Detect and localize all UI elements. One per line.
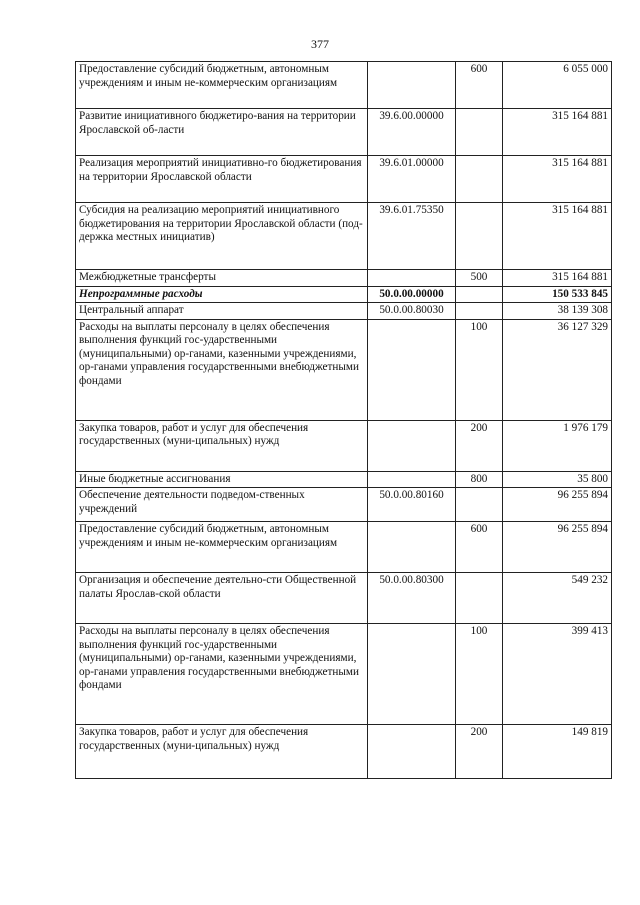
row-type bbox=[456, 156, 503, 203]
row-name: Развитие инициативного бюджетиро-вания на территории Ярославской об-ласти bbox=[76, 109, 368, 156]
row-sum: 35 800 bbox=[503, 471, 612, 488]
row-code: 50.0.00.80030 bbox=[368, 303, 456, 320]
row-name: Предоставление субсидий бюджетным, автономным учреждениям и иным не-коммерческим организациям bbox=[76, 522, 368, 573]
row-name: Межбюджетные трансферты bbox=[76, 270, 368, 287]
row-sum: 6 055 000 bbox=[503, 62, 612, 109]
row-code bbox=[368, 319, 456, 420]
row-sum: 315 164 881 bbox=[503, 156, 612, 203]
row-name: Обеспечение деятельности подведом-ственных учреждений bbox=[76, 488, 368, 522]
table-row bbox=[76, 270, 612, 287]
row-sum: 315 164 881 bbox=[503, 203, 612, 270]
row-code: 50.0.00.80300 bbox=[368, 573, 456, 624]
row-sum: 549 232 bbox=[503, 573, 612, 624]
row-sum: 96 255 894 bbox=[503, 488, 612, 522]
row-sum: 38 139 308 bbox=[503, 303, 612, 320]
table-row bbox=[76, 488, 612, 522]
row-type bbox=[456, 286, 503, 303]
table-row bbox=[76, 573, 612, 624]
page-number: 377 bbox=[311, 37, 329, 51]
row-type: 500 bbox=[456, 270, 503, 287]
row-sum: 149 819 bbox=[503, 725, 612, 779]
table-row bbox=[76, 203, 612, 270]
row-code: 50.0.00.80160 bbox=[368, 488, 456, 522]
row-sum: 315 164 881 bbox=[503, 270, 612, 287]
row-code: 39.6.01.75350 bbox=[368, 203, 456, 270]
row-sum: 150 533 845 bbox=[503, 286, 612, 303]
row-type: 200 bbox=[456, 420, 503, 471]
table-row bbox=[76, 156, 612, 203]
row-code bbox=[368, 725, 456, 779]
row-code bbox=[368, 624, 456, 725]
row-code bbox=[368, 420, 456, 471]
table-row bbox=[76, 286, 612, 303]
row-code: 39.6.00.00000 bbox=[368, 109, 456, 156]
row-type bbox=[456, 109, 503, 156]
table-row bbox=[76, 522, 612, 573]
row-name: Центральный аппарат bbox=[76, 303, 368, 320]
row-name: Расходы на выплаты персоналу в целях обеспечения выполнения функций гос-ударственными (муниципальными) ор-ганами, казенными учреждениями, ор-ганами управления государственными внебюджетными фондами bbox=[76, 319, 368, 420]
row-sum: 96 255 894 bbox=[503, 522, 612, 573]
table-row bbox=[76, 319, 612, 420]
row-name: Расходы на выплаты персоналу в целях обеспечения выполнения функций гос-ударственными (муниципальными) ор-ганами, казенными учреждениями, ор-ганами управления государственными внебюджетными фондами bbox=[76, 624, 368, 725]
row-type: 800 bbox=[456, 471, 503, 488]
budget-table-body bbox=[76, 62, 612, 779]
row-type: 600 bbox=[456, 522, 503, 573]
table-row bbox=[76, 109, 612, 156]
row-name: Непрограммные расходы bbox=[76, 286, 368, 303]
row-sum: 315 164 881 bbox=[503, 109, 612, 156]
row-sum: 1 976 179 bbox=[503, 420, 612, 471]
row-type bbox=[456, 303, 503, 320]
row-name: Реализация мероприятий инициативно-го бюджетирования на территории Ярославской области bbox=[76, 156, 368, 203]
row-type bbox=[456, 488, 503, 522]
row-name: Закупка товаров, работ и услуг для обеспечения государственных (муни-ципальных) нужд bbox=[76, 420, 368, 471]
table-row bbox=[76, 725, 612, 779]
row-code bbox=[368, 522, 456, 573]
table-row bbox=[76, 420, 612, 471]
row-sum: 399 413 bbox=[503, 624, 612, 725]
row-code bbox=[368, 471, 456, 488]
row-code bbox=[368, 62, 456, 109]
table-row bbox=[76, 303, 612, 320]
row-type bbox=[456, 573, 503, 624]
row-name: Организация и обеспечение деятельно-сти Общественной палаты Ярослав-ской области bbox=[76, 573, 368, 624]
table-row bbox=[76, 471, 612, 488]
row-type: 100 bbox=[456, 319, 503, 420]
row-type: 100 bbox=[456, 624, 503, 725]
row-name: Предоставление субсидий бюджетным, автономным учреждениям и иным не-коммерческим организациям bbox=[76, 62, 368, 109]
table-row bbox=[76, 62, 612, 109]
table-row bbox=[76, 624, 612, 725]
budget-table bbox=[75, 61, 612, 779]
row-type bbox=[456, 203, 503, 270]
row-name: Субсидия на реализацию мероприятий инициативного бюджетирования на территории Ярославской области (под-держка местных инициатив) bbox=[76, 203, 368, 270]
row-code: 39.6.01.00000 bbox=[368, 156, 456, 203]
row-name: Иные бюджетные ассигнования bbox=[76, 471, 368, 488]
row-type: 200 bbox=[456, 725, 503, 779]
row-code bbox=[368, 270, 456, 287]
row-type: 600 bbox=[456, 62, 503, 109]
row-code: 50.0.00.00000 bbox=[368, 286, 456, 303]
row-name: Закупка товаров, работ и услуг для обеспечения государственных (муни-ципальных) нужд bbox=[76, 725, 368, 779]
row-sum: 36 127 329 bbox=[503, 319, 612, 420]
